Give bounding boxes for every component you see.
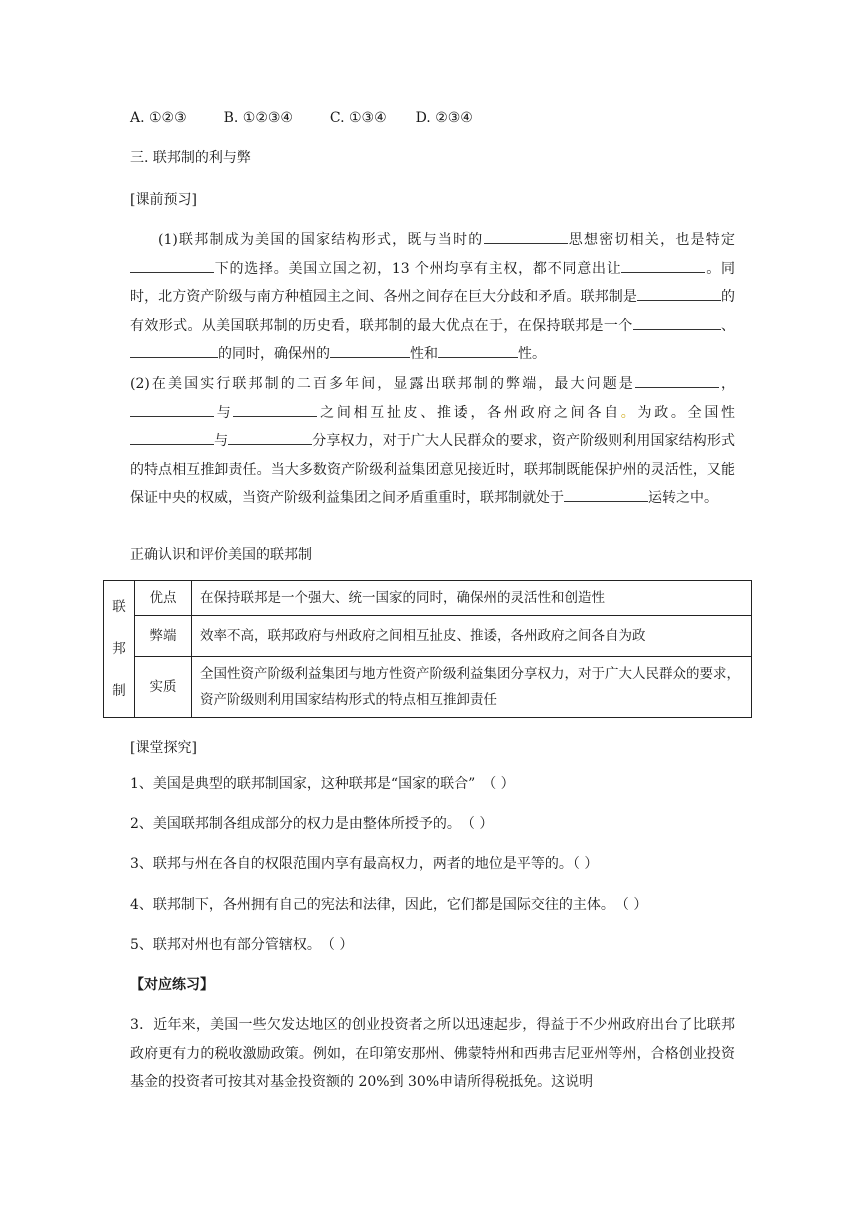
fill-blank[interactable]: [484, 229, 568, 244]
table-side-label: 联 邦 制: [104, 581, 135, 718]
table-row: [104, 616, 752, 657]
row-content: 全国性资产阶级利益集团与地方性资产阶级利益集团分享权力，对于广大人民群众的要求，资产阶级则利用国家结构形式的特点相互推卸责任: [192, 657, 752, 718]
fill-blank[interactable]: [637, 286, 721, 301]
fill-blank[interactable]: [621, 258, 705, 273]
row-label: 弊端: [135, 616, 192, 657]
table-row: [104, 657, 752, 718]
row-label: 优点: [135, 581, 192, 616]
preview-paragraph-2: (2)在美国实行联邦制的二百多年间，显露出联邦制的弊端，最大问题是 ，与 之间相互扯皮、推诿，各州政府之间各自。为政。全国性与 分享权力，对于广大人民群众的要求，资产阶级则利用国家结构形式的特点相互推卸责任。当大多数资产阶级利益集团意见接近时，联邦制既能保护州的灵活性，又能保证中央的权威，当资产阶级利益集团之间矛盾重重时，联邦制就处于 运转之中。: [130, 370, 735, 513]
evaluate-title: 正确认识和评价美国的联邦制: [130, 547, 312, 563]
fill-blank[interactable]: [635, 373, 719, 388]
question-1: 1、美国是典型的联邦制国家，这种联邦是“国家的联合” （ ）: [130, 776, 515, 792]
answer-options: [130, 108, 473, 128]
fill-blank[interactable]: [233, 402, 317, 417]
fill-blank[interactable]: [130, 430, 214, 445]
option-b: B. ①②③④: [223, 110, 293, 126]
option-d: D. ②③④: [415, 110, 473, 126]
question-2: 2、美国联邦制各组成部分的权力是由整体所授予的。 （ ）: [130, 816, 494, 832]
class-heading: [课堂探究]: [130, 740, 197, 756]
fill-blank[interactable]: [228, 430, 312, 445]
fill-blank[interactable]: [130, 343, 218, 358]
question-3: 3、联邦与州在各自的权限范围内享有最高权力，两者的地位是平等的。（ ）: [130, 856, 599, 872]
question-4: 4、联邦制下，各州拥有自己的宪法和法律，因此，它们都是国际交往的主体。 （ ）: [130, 897, 648, 913]
fill-blank[interactable]: [130, 402, 214, 417]
section-title: 三. 联邦制的利与弊: [130, 150, 251, 166]
fill-blank[interactable]: [438, 343, 518, 358]
option-a: A. ①②③: [130, 110, 187, 126]
federalism-table: [103, 580, 752, 718]
row-label: 实质: [135, 657, 192, 718]
practice-paragraph: 3．近年来，美国一些欠发达地区的创业投资者之所以迅速起步，得益于不少州政府出台了比联邦政府更有力的税收激励政策。例如，在印第安那州、佛蒙特州和西弗吉尼亚州等州，合格创业投资基金的投资者可按其对基金投资额的 20%到 30%申请所得税抵免。这说明: [130, 1017, 735, 1090]
row-content: 效率不高，联邦政府与州政府之间相互扯皮、推诿，各州政府之间各自为政: [192, 616, 752, 657]
question-5: 5、联邦对州也有部分管辖权。 （ ）: [130, 937, 354, 953]
table-row: [104, 581, 752, 616]
preview-paragraph-1: (1)联邦制成为美国的国家结构形式，既与当时的 思想密切相关，也是特定下的选择。美国立国之初，13 个州均享有主权，都不同意出让 。同时，北方资产阶级与南方种植园主之间、各州之间存在巨大分歧和矛盾。联邦制是 的有效形式。从美国联邦制的历史看，联邦制的最大优点在于，在保持联邦是一个 、的同时，确保州的 性和 性。: [130, 226, 735, 369]
preview-heading: [课前预习]: [130, 192, 197, 208]
fill-blank[interactable]: [130, 258, 214, 273]
practice-heading: 【对应练习】: [130, 977, 214, 993]
row-content: 在保持联邦是一个强大、统一国家的同时，确保州的灵活性和创造性: [192, 581, 752, 616]
fill-blank[interactable]: [633, 315, 721, 330]
fill-blank[interactable]: [330, 343, 410, 358]
fill-blank[interactable]: [564, 487, 648, 502]
option-c: C. ①③④: [329, 110, 387, 126]
